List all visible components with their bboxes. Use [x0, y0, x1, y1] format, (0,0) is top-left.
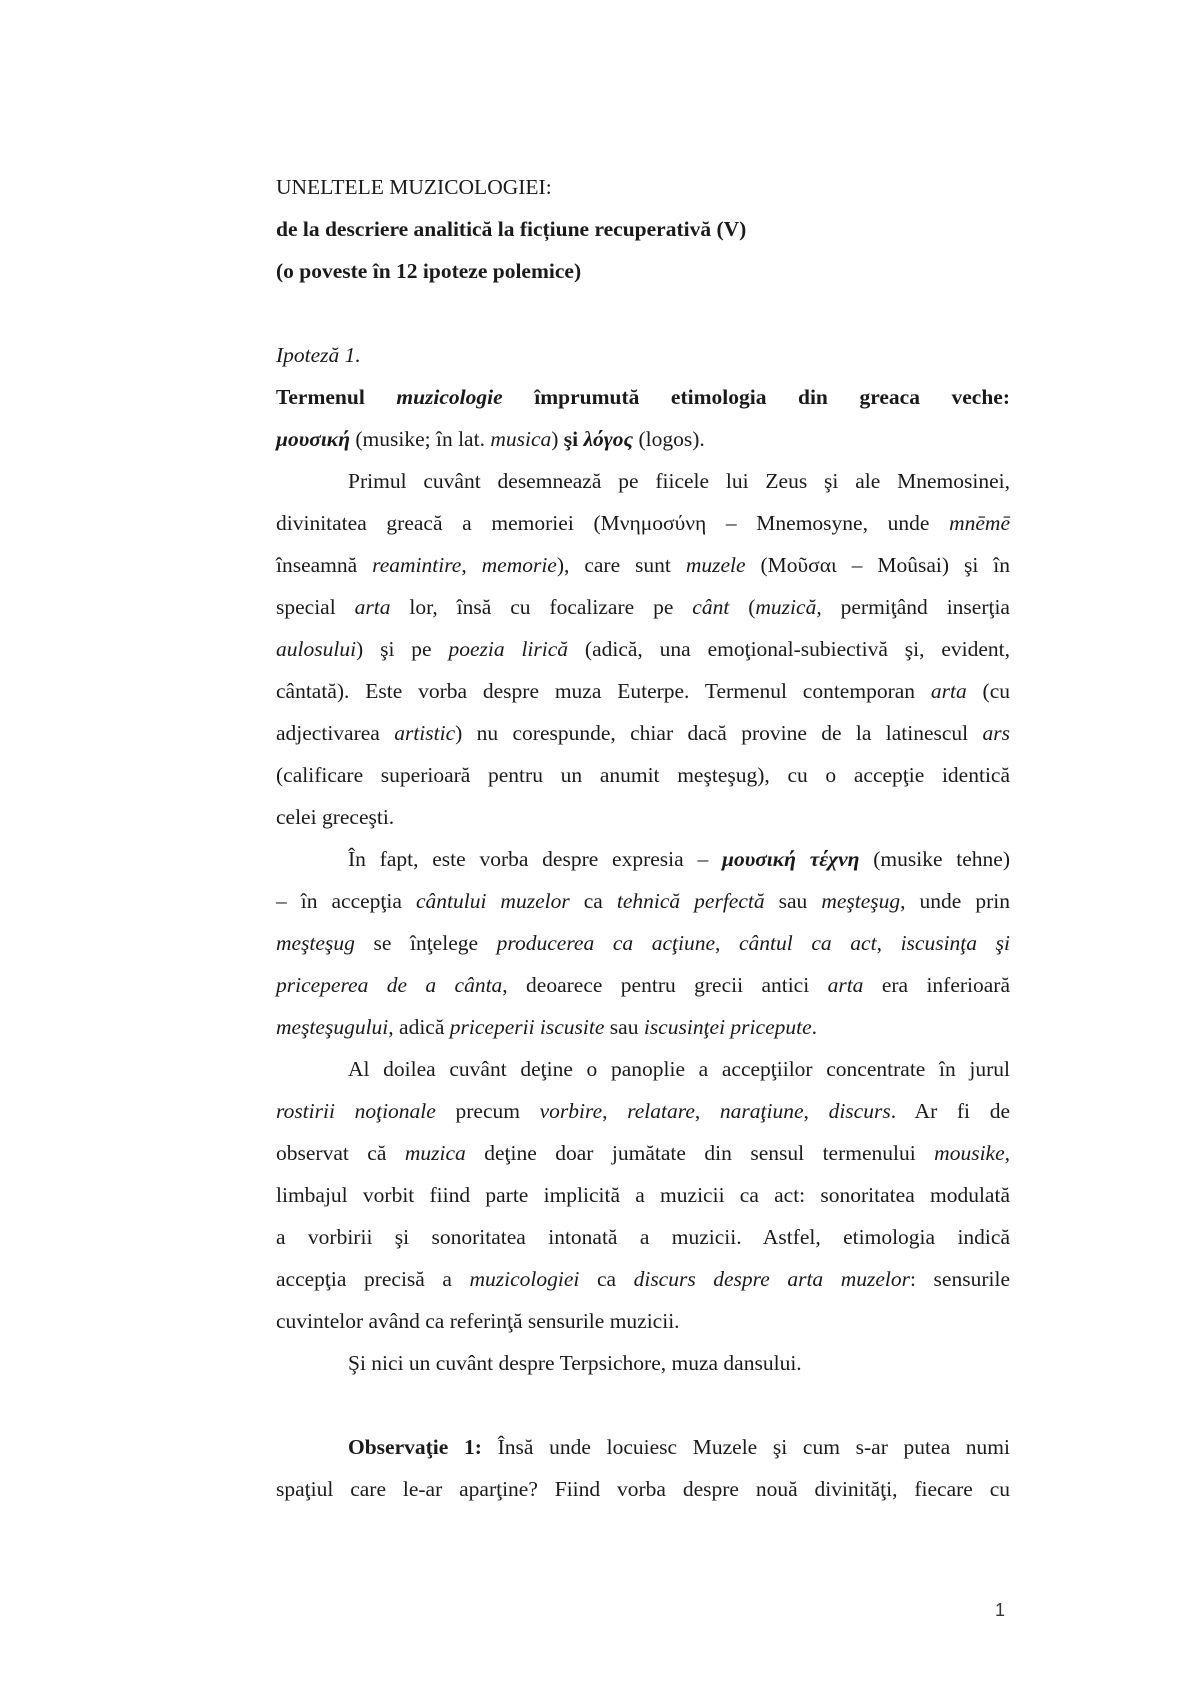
- observation-paragraph: Observaţie 1: Însă unde locuiesc Muzele şi cum s-ar putea numi spaţiul care le-ar aparţine? Fiind vorba despre nouă divinităţi, fiecare cu: [276, 1435, 1011, 1501]
- paragraph-2: În fapt, este vorba despre expresia – μουσική τέχνη (musike tehne) – în accepţia cântului muzelor ca tehnică perfectă sau meşteşug, unde prin meşteşug se înţelege producerea ca acţiune, cântul ca act, iscusinţa şi priceperea de a cânta, deoarece pentru grecii antici arta era inferioară meşteşugului, adică priceperii iscusite sau iscusinţei pricepute.: [276, 847, 1011, 1039]
- spacer: [276, 1384, 1010, 1426]
- spacer: [276, 292, 1010, 334]
- observation-label: Observaţie 1:: [348, 1435, 482, 1459]
- document-body: [276, 166, 1010, 1510]
- title-line-2: de la descriere analitică la ficțiune recuperativă (V): [276, 217, 747, 241]
- title-line-3: (o poveste în 12 ipoteze polemice): [276, 259, 582, 283]
- page-number: 1: [994, 1600, 1005, 1620]
- paragraph-4: Şi nici un cuvânt despre Terpsichore, muza dansului.: [348, 1351, 802, 1375]
- hypothesis-lead: Termenul muzicologie împrumută etimologia din greaca veche:: [276, 385, 1010, 409]
- title-line-1: UNELTELE MUZICOLOGIEI:: [276, 175, 552, 199]
- paragraph-1: Primul cuvânt desemnează pe fiicele lui Zeus şi ale Mnemosinei, divinitatea greacă a memoriei (Μνημοσύνη – Mnemosyne, unde mnēmē înseamnă reamintire, memorie), care sunt muzele (Μοῦσαι – Moûsai) şi în special arta lor, însă cu focalizare pe cânt (muzică, permiţând inserţia aulosului) şi pe poezia lirică (adică, una emoţional-subiectivă şi, evident, cântată). Este vorba despre muza Euterpe. Termenul contemporan arta (cu adjectivarea artistic) nu corespunde, chiar dacă provine de la latinescul ars (calificare superioară pentru un anumit meşteşug), cu o accepţie identică celei greceşti.: [276, 469, 1011, 829]
- hypothesis-label: Ipoteză 1.: [276, 343, 361, 367]
- paragraph-3: Al doilea cuvânt deţine o panoplie a accepţiilor concentrate în jurul rostirii noţionale precum vorbire, relatare, naraţiune, discurs. Ar fi de observat că muzica deţine doar jumătate din sensul termenului mousike, limbajul vorbit fiind parte implicită a muzicii ca act: sonoritatea modulată a vorbirii şi sonoritatea intonată a muzicii. Astfel, etimologia indică accepţia precisă a muzicologiei ca discurs despre arta muzelor: sensurile cuvintelor având ca referinţă sensurile muzicii.: [276, 1057, 1010, 1333]
- hypothesis-lead-line-2: μουσική (musike; în lat. musica) şi λόγος (logos).: [276, 427, 705, 451]
